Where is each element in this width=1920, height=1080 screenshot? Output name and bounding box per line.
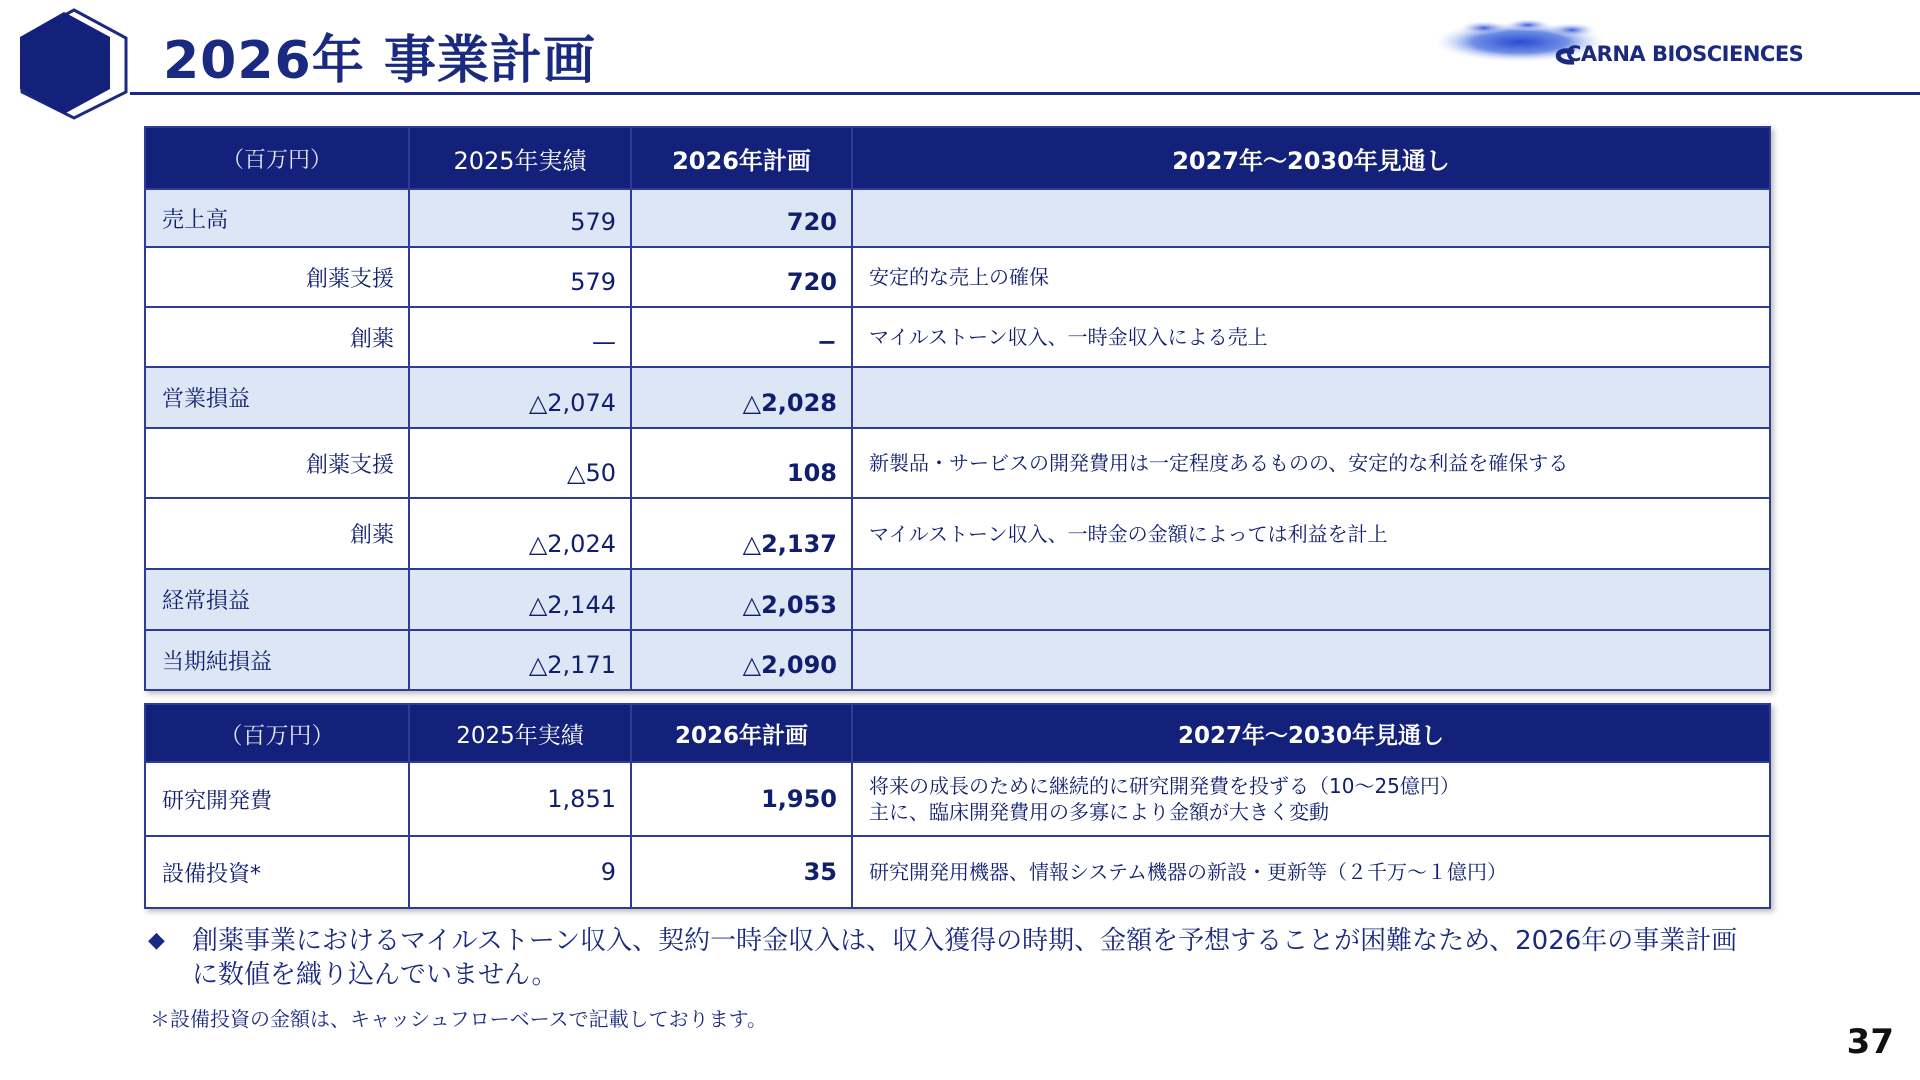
outlook-note xyxy=(852,630,1770,690)
table-row xyxy=(145,498,1770,569)
unit-header: （百万円） xyxy=(145,704,409,762)
pl-plan-table xyxy=(144,126,1771,691)
actual-value: — xyxy=(409,307,631,367)
plan-header: 2026年計画 xyxy=(631,127,852,189)
outlook-line: 将来の成長のために継続的に研究開発費を投ずる（10～25億円） xyxy=(869,774,1460,798)
table-header-row xyxy=(145,127,1770,189)
plan-value: △2,028 xyxy=(631,367,852,428)
plan-value: − xyxy=(631,307,852,367)
actual-value: △2,171 xyxy=(409,630,631,690)
outlook-note: 研究開発用機器、情報システム機器の新設・更新等（２千万～１億円） xyxy=(852,836,1770,908)
table-row xyxy=(145,569,1770,630)
row-label: 経常損益 xyxy=(145,569,409,630)
outlook-note: 新製品・サービスの開発費用は一定程度あるものの、安定的な利益を確保する xyxy=(852,428,1770,498)
row-label: 創薬 xyxy=(145,498,409,569)
plan-value: 720 xyxy=(631,247,852,307)
table-row xyxy=(145,630,1770,690)
plan-value: 1,950 xyxy=(631,762,852,836)
row-label: 創薬支援 xyxy=(145,428,409,498)
actual-value: △2,144 xyxy=(409,569,631,630)
plan-value: 108 xyxy=(631,428,852,498)
actual-value: 579 xyxy=(409,247,631,307)
page-title: 2026年 事業計画 xyxy=(163,31,596,91)
unit-header: （百万円） xyxy=(145,127,409,189)
table-row xyxy=(145,247,1770,307)
capex-rd-table xyxy=(144,703,1771,909)
actual-header: 2025年実績 xyxy=(409,127,631,189)
hexagon-logo-icon xyxy=(14,8,134,120)
bullet-note-text: 創薬事業におけるマイルストーン収入、契約一時金収入は、収入獲得の時期、金額を予想することが困難なため、2026年の事業計画に数値を織り込んでいません。 xyxy=(192,926,1738,990)
row-label: 売上高 xyxy=(145,189,409,247)
diamond-bullet-icon: ◆ xyxy=(148,928,165,953)
plan-value: △2,137 xyxy=(631,498,852,569)
table-row xyxy=(145,762,1770,836)
row-label: 営業損益 xyxy=(145,367,409,428)
outlook-note xyxy=(852,569,1770,630)
plan-value: △2,090 xyxy=(631,630,852,690)
actual-value: 1,851 xyxy=(409,762,631,836)
table-row xyxy=(145,307,1770,367)
outlook-note xyxy=(852,762,1770,836)
outlook-note: 安定的な売上の確保 xyxy=(852,247,1770,307)
outlook-header: 2027年～2030年見通し xyxy=(852,704,1770,762)
asterisk-note: ＊設備投資の金額は、キャッシュフローベースで記載しております。 xyxy=(150,1007,767,1031)
table-row xyxy=(145,189,1770,247)
actual-value: △2,074 xyxy=(409,367,631,428)
brand-name: CARNA BIOSCIENCES xyxy=(1566,42,1804,66)
plan-value: 35 xyxy=(631,836,852,908)
actual-value: 579 xyxy=(409,189,631,247)
outlook-note: マイルストーン収入、一時金収入による売上 xyxy=(852,307,1770,367)
outlook-note xyxy=(852,367,1770,428)
plan-header: 2026年計画 xyxy=(631,704,852,762)
actual-value: 9 xyxy=(409,836,631,908)
table-row xyxy=(145,367,1770,428)
row-label: 研究開発費 xyxy=(145,762,409,836)
outlook-note xyxy=(852,189,1770,247)
table-row xyxy=(145,428,1770,498)
outlook-header: 2027年～2030年見通し xyxy=(852,127,1770,189)
row-label: 創薬 xyxy=(145,307,409,367)
plan-value: 720 xyxy=(631,189,852,247)
row-label: 設備投資* xyxy=(145,836,409,908)
bullet-note xyxy=(148,924,1748,992)
row-label: 創薬支援 xyxy=(145,247,409,307)
page-number: 37 xyxy=(1846,1022,1894,1062)
table-row xyxy=(145,836,1770,908)
outlook-note: マイルストーン収入、一時金の金額によっては利益を計上 xyxy=(852,498,1770,569)
plan-value: △2,053 xyxy=(631,569,852,630)
actual-header: 2025年実績 xyxy=(409,704,631,762)
actual-value: △2,024 xyxy=(409,498,631,569)
outlook-line: 主に、臨床開発費用の多寡により金額が大きく変動 xyxy=(869,800,1329,824)
table-header-row xyxy=(145,704,1770,762)
row-label: 当期純損益 xyxy=(145,630,409,690)
actual-value: △50 xyxy=(409,428,631,498)
